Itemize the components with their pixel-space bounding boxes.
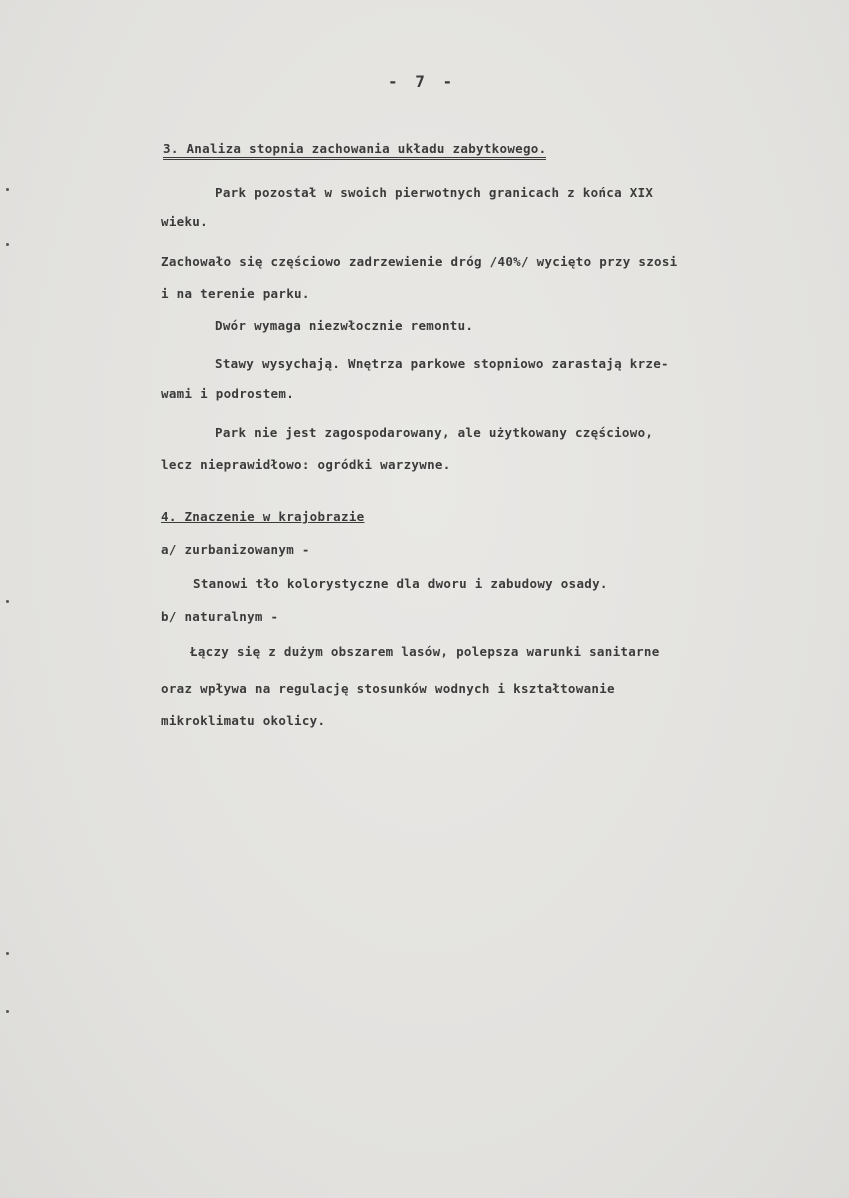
section-4-item-a-text: Stanowi tło kolorystyczne dla dworu i zabudowy osady. [193,576,608,591]
section-3-line: i na terenie parku. [161,286,310,301]
section-3-line: Zachowało się częściowo zadrzewienie dróg /40%/ wycięto przy szosi [161,254,678,269]
punch-hole-mark [6,952,9,955]
page-number: - 7 - [388,72,457,91]
section-4-item-a-label: a/ zurbanizowanym - [161,542,310,557]
section-3-line: wieku. [161,214,208,229]
section-4-item-b-line: oraz wpływa na regulację stosunków wodnych i kształtowanie [161,681,615,696]
punch-hole-mark [6,1010,9,1013]
punch-hole-mark [6,243,9,246]
section-3-line: Park pozostał w swoich pierwotnych granicach z końca XIX [215,185,654,200]
section-3-line: Dwór wymaga niezwłocznie remontu. [215,318,474,333]
section-4-item-b-label: b/ naturalnym - [161,609,279,624]
punch-hole-mark [6,600,9,603]
section-3-line: wami i podrostem. [161,386,295,401]
section-4-item-b-line: Łączy się z dużym obszarem lasów, polepsza warunki sanitarne [190,644,660,659]
section-3-line: Park nie jest zagospodarowany, ale użytkowany częściowo, [215,425,654,440]
section-3-line: lecz nieprawidłowo: ogródki warzywne. [161,457,451,472]
section-4-heading: 4. Znaczenie w krajobrazie [161,509,365,524]
section-4-item-b-line: mikroklimatu okolicy. [161,713,326,728]
section-3-heading: 3. Analiza stopnia zachowania układu zabytkowego. [163,141,546,160]
section-3-line: Stawy wysychają. Wnętrza parkowe stopniowo zarastają krze- [215,356,669,371]
punch-hole-mark [6,188,9,191]
